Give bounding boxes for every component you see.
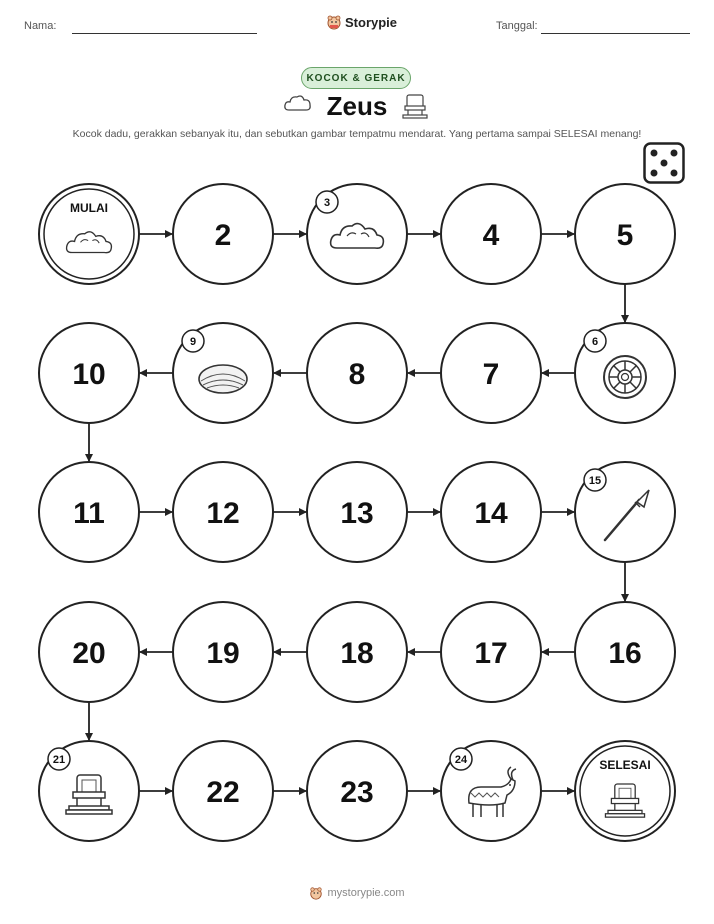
date-label: Tanggal: <box>496 20 538 32</box>
board-space-19 <box>173 602 273 702</box>
category-pill: KOCOK & GERAK <box>301 67 411 89</box>
space-finish <box>575 741 675 841</box>
board-space-20 <box>39 602 139 702</box>
board-space-10 <box>39 323 139 423</box>
board-space-2 <box>173 184 273 284</box>
space-number-badge <box>182 330 204 352</box>
board-space-12 <box>173 462 273 562</box>
svg-text:15: 15 <box>588 475 602 487</box>
space-number-badge <box>316 191 338 213</box>
start-label: MULAI <box>70 201 108 215</box>
space-number: 2 <box>214 219 232 252</box>
board-space-7 <box>441 323 541 423</box>
shield-icon <box>604 356 646 398</box>
board-space-21 <box>39 741 139 841</box>
instructions-text: Kocok dadu, gerakkan sebanyak itu, dan sebutkan gambar tempatmu mendarat. Yang pertama sampai SELESAI menang! <box>72 128 642 140</box>
name-label: Nama: <box>24 20 57 32</box>
board-space-24 <box>441 741 541 841</box>
space-number-badge <box>584 330 606 352</box>
space-number: 5 <box>616 219 634 252</box>
space-number: 11 <box>73 497 105 530</box>
svg-text:21: 21 <box>52 754 66 766</box>
page-title: Zeus <box>326 91 388 121</box>
board-space-15 <box>575 462 675 562</box>
board-space-9 <box>173 323 273 423</box>
board-space-3 <box>307 184 407 284</box>
space-number: 17 <box>474 637 508 670</box>
space-number: 10 <box>72 358 106 391</box>
space-number: 22 <box>206 776 240 809</box>
board-space-4 <box>441 184 541 284</box>
space-number-badge <box>450 748 472 770</box>
board-space-5 <box>575 184 675 284</box>
space-number: 12 <box>206 497 240 530</box>
finish-label: SELESAI <box>599 758 651 772</box>
space-number: 23 <box>340 776 374 809</box>
svg-text:6: 6 <box>591 336 599 348</box>
board-space-6 <box>575 323 675 423</box>
footer <box>0 886 714 900</box>
board-space-11 <box>39 462 139 562</box>
space-number: 19 <box>206 637 240 670</box>
board-space-17 <box>441 602 541 702</box>
space-number: 18 <box>340 637 374 670</box>
space-number: 20 <box>72 637 106 670</box>
svg-text:24: 24 <box>454 754 468 766</box>
clam-shell-icon <box>199 365 247 393</box>
board-space-23 <box>307 741 407 841</box>
space-number: 8 <box>348 358 366 391</box>
board-space-13 <box>307 462 407 562</box>
space-number-badge <box>584 469 606 491</box>
space-number: 14 <box>474 497 508 530</box>
storypie-mascot-icon <box>309 886 323 900</box>
board-space-18 <box>307 602 407 702</box>
svg-text:3: 3 <box>323 197 331 209</box>
space-start <box>39 184 139 284</box>
space-number: 16 <box>608 637 642 670</box>
space-number: 4 <box>482 219 500 252</box>
board-space-22 <box>173 741 273 841</box>
space-number: 13 <box>340 497 374 530</box>
space-number-badge <box>48 748 70 770</box>
footer-url: mystorypie.com <box>327 887 405 899</box>
brand-name: Storypie <box>345 14 398 30</box>
board-space-16 <box>575 602 675 702</box>
board-space-8 <box>307 323 407 423</box>
space-number: 7 <box>482 358 500 391</box>
board-space-14 <box>441 462 541 562</box>
svg-text:9: 9 <box>189 336 197 348</box>
